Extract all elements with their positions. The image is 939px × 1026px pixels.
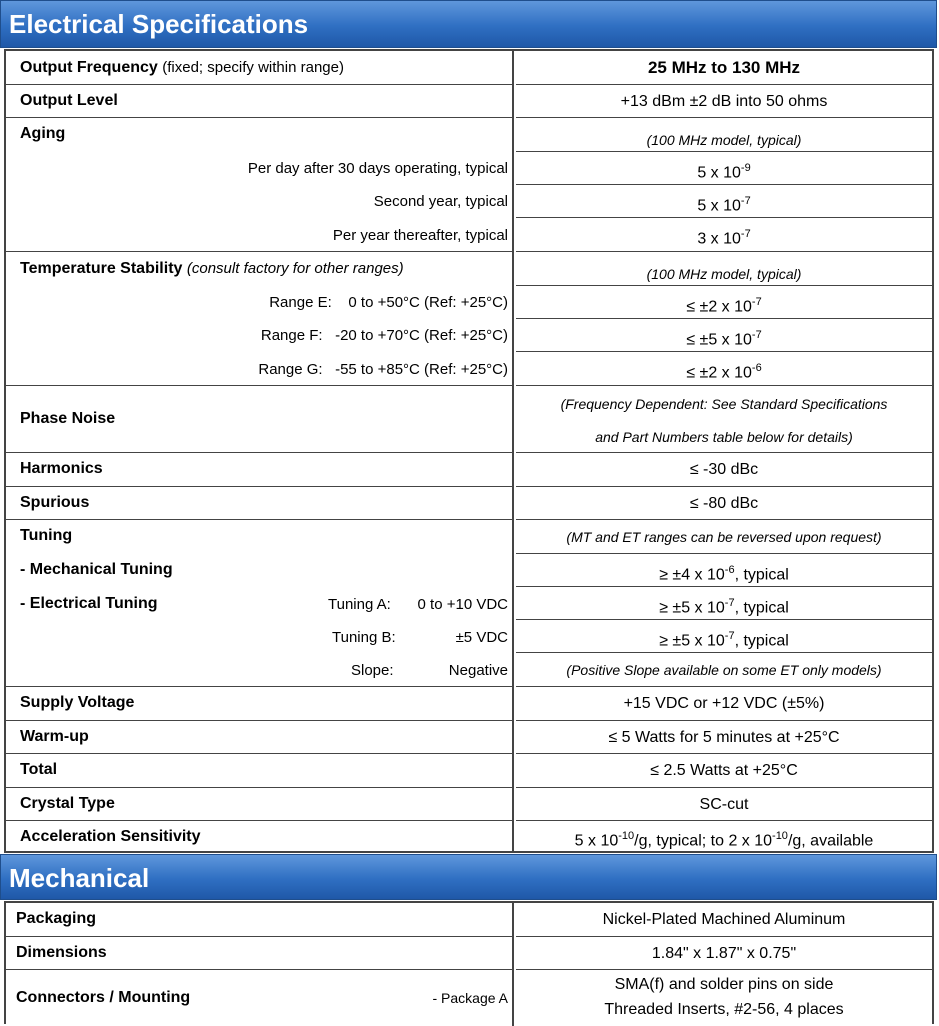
value-cell: [516, 788, 932, 821]
row-output-frequency: [6, 51, 932, 85]
electrical-output-frequency-note: (fixed; specify within range): [162, 59, 344, 76]
mechanical-packaging-label: Packaging: [16, 910, 97, 927]
electrical-temperature-rows-1-label: Range F: -20 to +70°C (Ref: +25°C): [260, 327, 508, 344]
electrical-tuning-elec-label: - Electrical Tuning: [20, 595, 158, 612]
electrical-aging-rows-1-base: 5 x 10: [697, 197, 741, 215]
value-cell: [516, 453, 932, 487]
label-cell: [6, 85, 514, 118]
mechanical-connectors-package: - Package A: [432, 990, 508, 1006]
electrical-warmup-value: ≤ 5 Watts for 5 minutes at +25°C: [608, 729, 840, 746]
value-subcell: [516, 218, 932, 251]
value-subcell: [516, 587, 932, 620]
electrical-harmonics-value: ≤ -30 dBc: [689, 461, 759, 478]
electrical-aging-label: Aging: [20, 125, 66, 142]
electrical-crystal-label: Crystal Type: [20, 795, 115, 812]
label-cell: [6, 252, 514, 386]
value-cell: [516, 386, 932, 453]
label-cell: [6, 821, 514, 851]
label-cell: [6, 520, 514, 687]
value-subcell: [516, 286, 932, 319]
electrical-tuning-label: Tuning: [20, 527, 73, 544]
electrical-aging-rows-1-label: Second year, typical: [373, 193, 508, 210]
value-subcell: [516, 319, 932, 352]
cell-text: [20, 59, 344, 77]
row-phase-noise: [6, 386, 932, 453]
value-subcell: [516, 185, 932, 218]
mechanical-connectors-label: Connectors / Mounting: [16, 989, 191, 1006]
electrical-aging-rows-0-exp: -9: [740, 162, 751, 174]
electrical-aging-rows-2-base: 3 x 10: [697, 230, 741, 248]
cell-text: [516, 195, 932, 215]
electrical-output-level-label: Output Level: [20, 92, 118, 109]
electrical-temperature-rows-1-base: ≤ ±5 x 10: [686, 331, 752, 349]
cell-text: [516, 329, 932, 349]
electrical-phase-noise-line2: and Part Numbers table below for details): [595, 429, 853, 445]
electrical-tuning-header: (MT and ET ranges can be reversed upon request): [566, 529, 882, 545]
label-cell: [6, 118, 514, 252]
electrical-temperature-rows-0-label: Range E: 0 to +50°C (Ref: +25°C): [269, 294, 508, 311]
mechanical-spec-table: [4, 901, 934, 1024]
electrical-temperature-rows-2-base: ≤ ±2 x 10: [686, 364, 752, 382]
electrical-tuning-b-range: ±5 VDC: [455, 629, 508, 646]
electrical-temperature-label: Temperature Stability: [20, 260, 183, 277]
value-cell: [516, 85, 932, 118]
electrical-section-title: Electrical Specifications: [9, 9, 309, 39]
value-cell: [516, 821, 932, 851]
electrical-accel-p1: 5 x 10: [574, 832, 619, 850]
electrical-temperature-rows-1-exp: -7: [751, 329, 762, 341]
electrical-spurious-value: ≤ -80 dBc: [689, 495, 759, 512]
electrical-accel-p3: /g, available: [787, 832, 874, 850]
label-cell: [6, 788, 514, 821]
row-crystal-type: [6, 788, 932, 821]
value-subcell: [516, 152, 932, 185]
cell-text: [516, 296, 932, 316]
output-frequency-value: 25 MHz to 130 MHz: [647, 58, 801, 77]
row-supply-voltage: [6, 687, 932, 721]
electrical-supply-voltage-label: Supply Voltage: [20, 694, 135, 711]
electrical-supply-voltage-value: +15 VDC or +12 VDC (±5%): [623, 695, 825, 712]
electrical-aging-rows-2-label: Per year thereafter, typical: [332, 227, 508, 244]
value-cell: [516, 903, 932, 937]
electrical-phase-noise-line1: (Frequency Dependent: See Standard Specifications: [560, 396, 888, 412]
electrical-aging-header: (100 MHz model, typical): [646, 132, 802, 148]
row-output-level: [6, 85, 932, 118]
label-cell: [6, 721, 514, 754]
electrical-aging-rows-0-label: Per day after 30 days operating, typical: [247, 160, 508, 177]
value-cell: [516, 721, 932, 754]
electrical-output-frequency-label: Output Frequency: [20, 59, 158, 76]
mechanical-packaging-value: Nickel-Plated Machined Aluminum: [602, 911, 846, 928]
electrical-temperature-rows-0-exp: -7: [751, 296, 762, 308]
label-cell: [6, 754, 514, 788]
label-cell: [6, 453, 514, 487]
value-subcell: [516, 118, 932, 152]
electrical-spurious-label: Spurious: [20, 494, 90, 511]
mechanical-connectors-line2: Threaded Inserts, #2-56, 4 places: [604, 1001, 844, 1018]
row-tuning: [6, 520, 932, 687]
label-cell: [6, 386, 514, 453]
row-spurious: [6, 487, 932, 520]
electrical-tuning-mech-suffix: , typical: [734, 566, 789, 584]
label-cell: [6, 937, 514, 970]
label-cell: [6, 903, 514, 937]
label-cell: [6, 970, 514, 1026]
electrical-total-label: Total: [20, 761, 58, 778]
row-warmup: [6, 721, 932, 754]
cell-text: [516, 830, 932, 850]
electrical-spec-table: [4, 49, 934, 853]
row-temperature-stability: [6, 252, 932, 386]
electrical-total-value: ≤ 2.5 Watts at +25°C: [650, 762, 798, 779]
output-level-value: +13 dBm ±2 dB into 50 ohms: [620, 93, 828, 110]
electrical-accel-p2: /g, typical; to 2 x 10: [634, 832, 773, 850]
value-cell: [516, 754, 932, 788]
row-aging: [6, 118, 932, 252]
electrical-temperature-note: (consult factory for other ranges): [186, 260, 404, 277]
electrical-section-header: [0, 0, 937, 48]
electrical-temperature-header: (100 MHz model, typical): [646, 266, 802, 282]
label-cell: [6, 51, 514, 85]
value-cell: [516, 118, 932, 252]
electrical-harmonics-label: Harmonics: [20, 460, 103, 477]
electrical-tuning-b-base: ≥ ±5 x 10: [659, 632, 725, 650]
electrical-tuning-b-name: Tuning B:: [332, 629, 396, 646]
mechanical-dimensions-label: Dimensions: [16, 944, 107, 961]
value-subcell: [516, 554, 932, 587]
electrical-tuning-mech-base: ≥ ±4 x 10: [659, 566, 725, 584]
cell-text: [516, 162, 932, 182]
electrical-tuning-a-exp: -7: [724, 597, 735, 609]
mechanical-section-title: Mechanical: [9, 863, 150, 893]
value-subcell: [516, 653, 932, 687]
electrical-temperature-rows-2-exp: -6: [751, 362, 762, 374]
electrical-tuning-b-suffix: , typical: [734, 632, 789, 650]
value-subcell: [516, 252, 932, 286]
electrical-temperature-rows-0-base: ≤ ±2 x 10: [686, 298, 752, 316]
electrical-warmup-label: Warm-up: [20, 728, 89, 745]
electrical-tuning-slope-range: Negative: [448, 662, 508, 679]
electrical-temperature-rows-2-label: Range G: -55 to +85°C (Ref: +25°C): [258, 361, 508, 378]
electrical-phase-noise-label: Phase Noise: [20, 410, 116, 427]
cell-text: [20, 260, 404, 278]
electrical-aging-rows-0-base: 5 x 10: [697, 164, 741, 182]
electrical-tuning-slope-value: (Positive Slope available on some ET only models): [566, 662, 882, 678]
electrical-aging-rows-2-exp: -7: [740, 228, 751, 240]
value-cell: [516, 520, 932, 687]
value-cell: [516, 970, 932, 1026]
value-cell: [516, 51, 932, 85]
value-cell: [516, 252, 932, 386]
mechanical-connectors-line1: SMA(f) and solder pins on side: [614, 976, 834, 993]
electrical-tuning-mech-label: - Mechanical Tuning: [20, 561, 173, 578]
electrical-tuning-a-base: ≥ ±5 x 10: [659, 599, 725, 617]
value-subcell: [516, 620, 932, 653]
cell-text: [516, 362, 932, 382]
value-subcell: [516, 352, 932, 385]
row-acceleration-sensitivity: [6, 821, 932, 851]
row-harmonics: [6, 453, 932, 487]
electrical-tuning-a-name: Tuning A:: [328, 596, 391, 613]
electrical-accel-label: Acceleration Sensitivity: [20, 828, 201, 845]
cell-text: [516, 630, 932, 650]
row-packaging: [6, 903, 932, 937]
cell-text: [516, 597, 932, 617]
row-dimensions: [6, 937, 932, 970]
label-cell: [6, 487, 514, 520]
cell-text: [516, 564, 932, 584]
value-cell: [516, 487, 932, 520]
row-connectors-mounting: [6, 970, 932, 1026]
value-subcell: [516, 520, 932, 554]
cell-text: [516, 228, 932, 248]
value-cell: [516, 937, 932, 970]
mechanical-section-header: [0, 854, 937, 900]
label-cell: [6, 687, 514, 721]
row-total: [6, 754, 932, 788]
mechanical-dimensions-value: 1.84" x 1.87" x 0.75": [651, 945, 797, 962]
electrical-crystal-value: SC-cut: [699, 796, 749, 813]
value-cell: [516, 687, 932, 721]
electrical-accel-e2: -10: [772, 830, 788, 842]
electrical-tuning-b-exp: -7: [724, 630, 735, 642]
electrical-tuning-slope-name: Slope:: [351, 662, 394, 679]
electrical-tuning-mech-exp: -6: [724, 564, 735, 576]
electrical-tuning-a-range: 0 to +10 VDC: [417, 596, 508, 613]
electrical-aging-rows-1-exp: -7: [740, 195, 751, 207]
electrical-tuning-a-suffix: , typical: [734, 599, 789, 617]
electrical-accel-e1: -10: [618, 830, 635, 842]
